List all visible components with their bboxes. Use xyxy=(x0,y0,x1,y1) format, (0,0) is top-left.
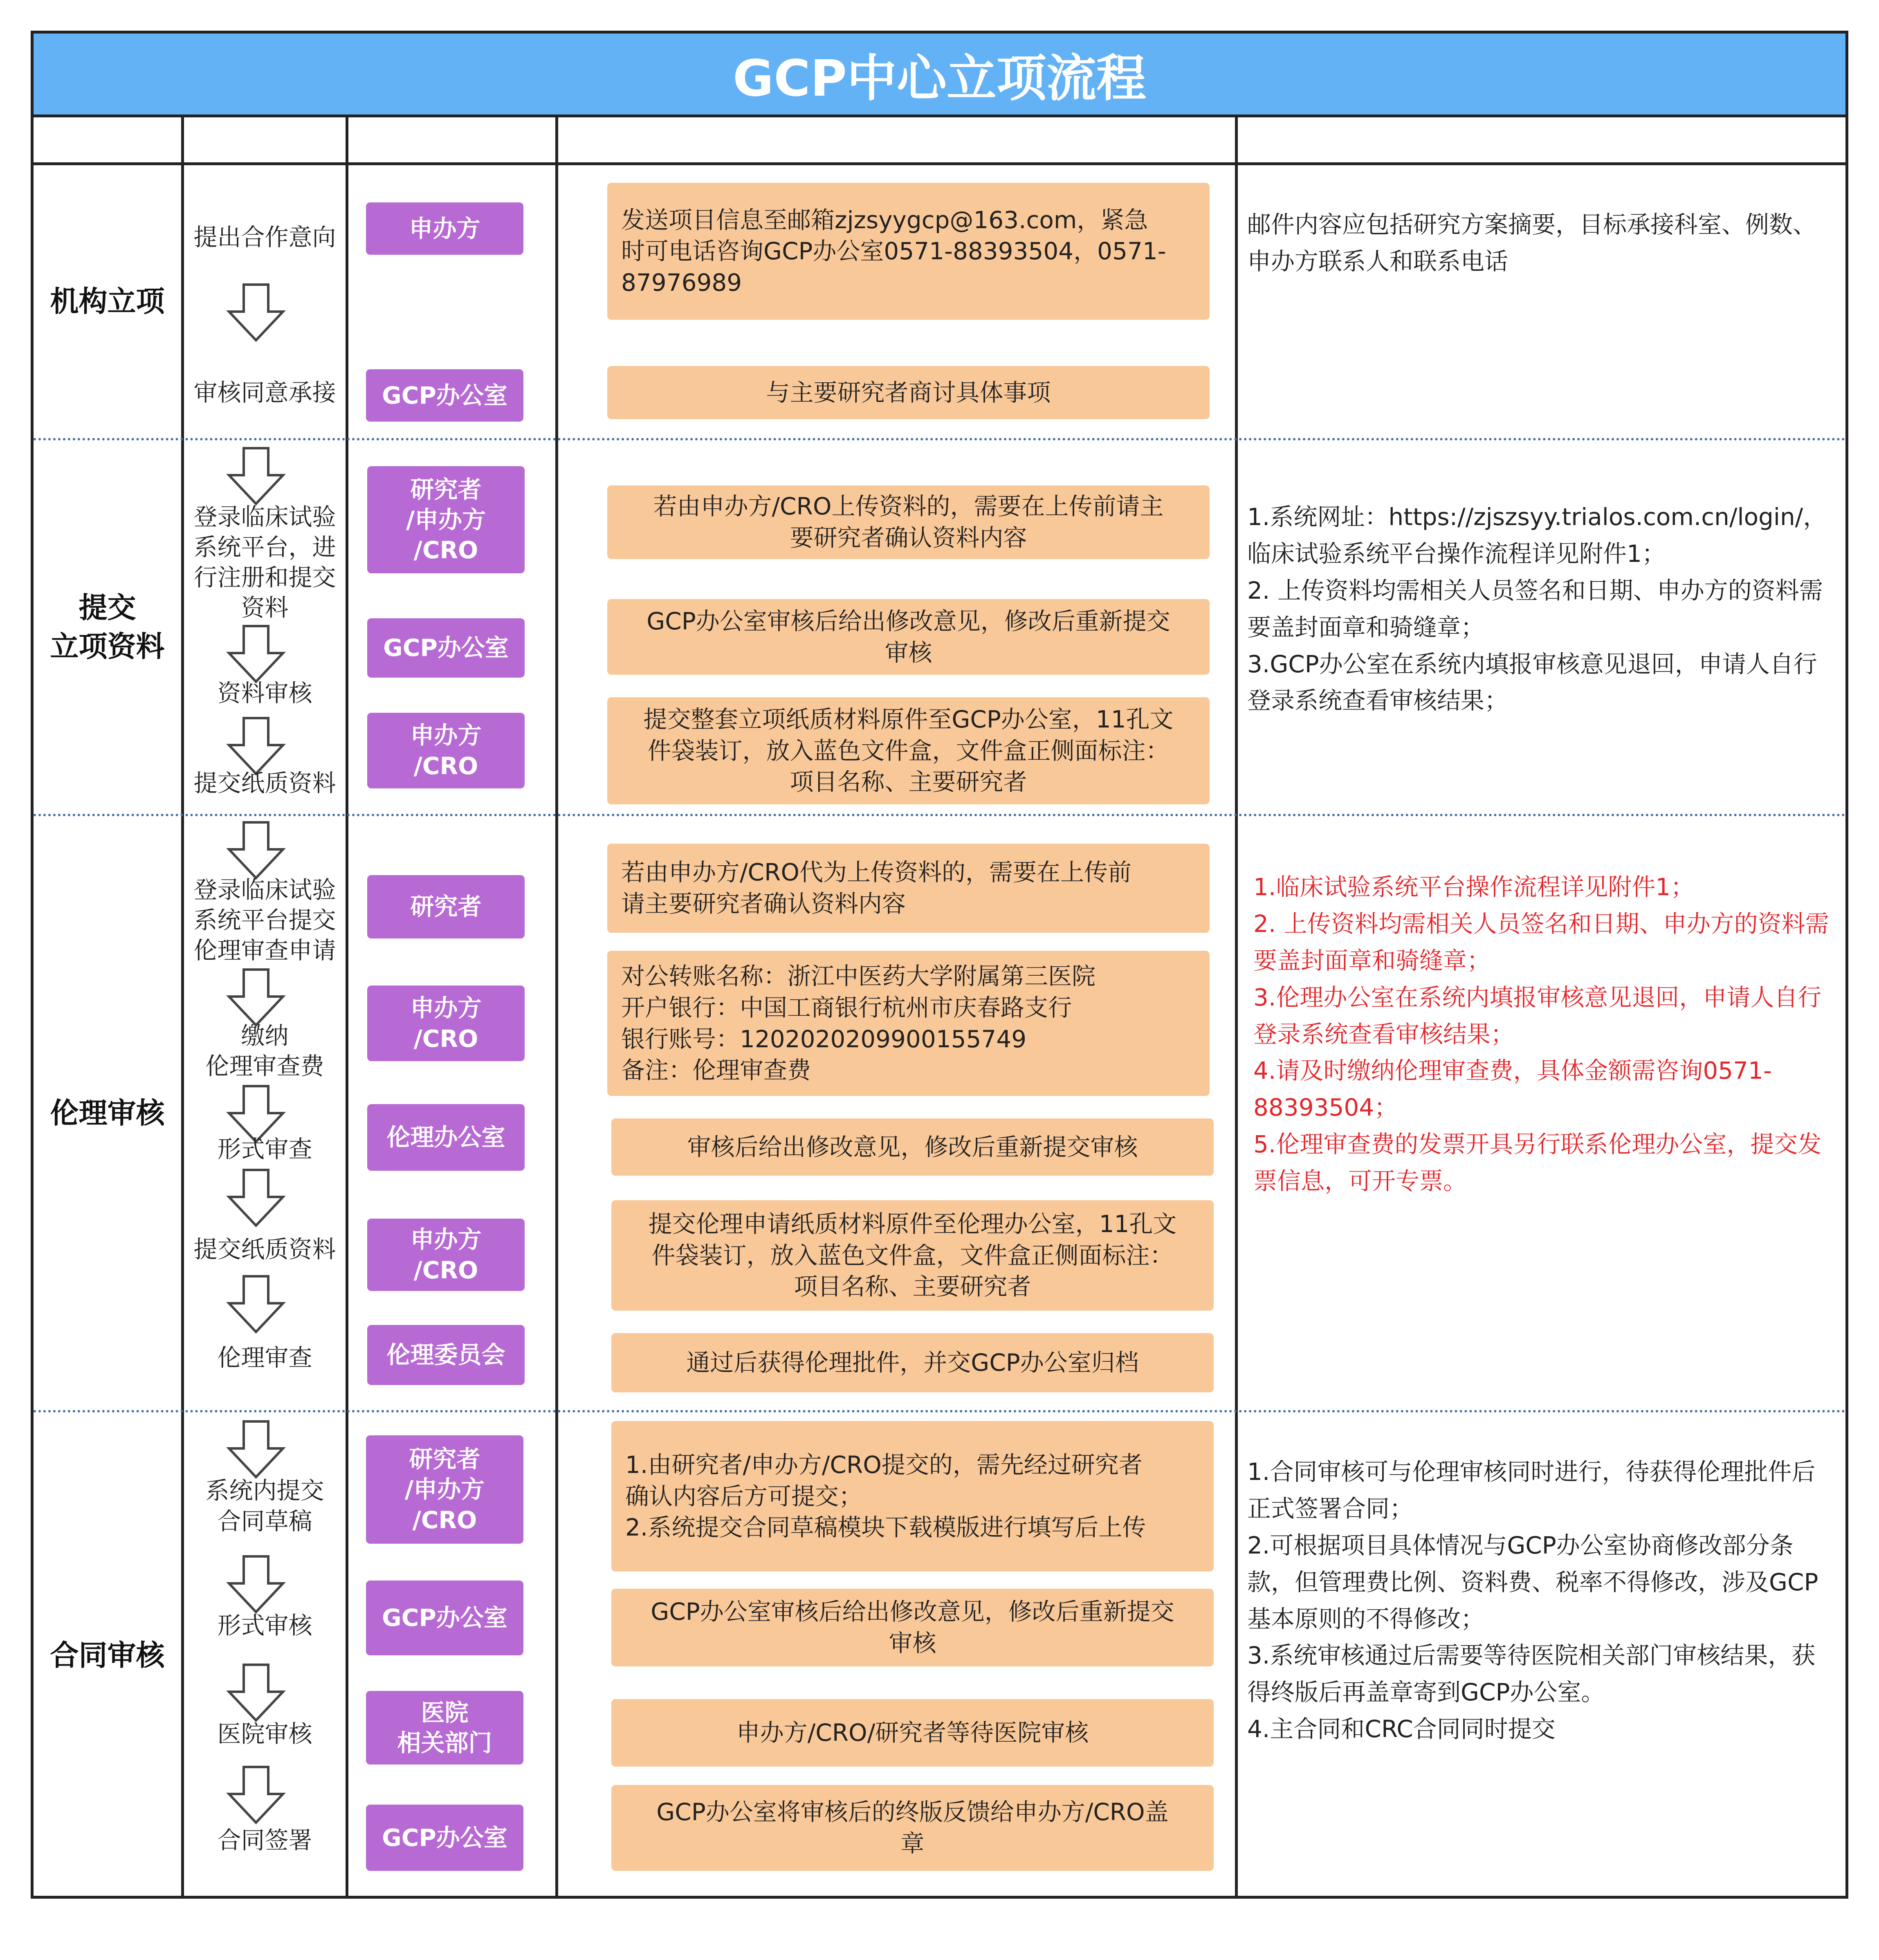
section-note xyxy=(1247,207,1846,280)
step-label xyxy=(184,501,346,624)
section-label-text: 合同审核 xyxy=(50,1639,165,1673)
role-text: GCP办公室 xyxy=(382,381,507,409)
down-arrow-icon xyxy=(226,446,286,506)
step-description xyxy=(607,485,1210,559)
description-text: GCP办公室审核后给出修改意见，修改后重新提交 审核 xyxy=(647,607,1170,667)
section-divider xyxy=(34,438,1846,440)
role-text: GCP办公室 xyxy=(383,634,509,662)
step-description xyxy=(607,183,1210,320)
step-text: 合同签署 xyxy=(217,1826,312,1854)
section-label-submit xyxy=(34,440,181,814)
step-description xyxy=(607,697,1210,804)
description-text: 若由申办方/CRO代为上传资料的，需要在上传前 请主要研究者确认资料内容 xyxy=(621,858,1131,918)
step-text: 医院审核 xyxy=(217,1720,312,1748)
description-text: 提交整套立项纸质材料原件至GCP办公室，11孔文 件袋装订，放入蓝色文件盒，文件盒正侧面标注： 项目名称、主要研究者 xyxy=(643,705,1174,796)
note-text: 邮件内容应包括研究方案摘要，目标承接科室、例数、 申办方联系人和联系电话 xyxy=(1247,211,1817,275)
role-badge xyxy=(366,1805,523,1871)
step-text: 形式审查 xyxy=(217,1135,312,1163)
step-text: 伦理审查 xyxy=(217,1343,312,1372)
step-text: 提交纸质资料 xyxy=(193,769,336,797)
section-label-institution xyxy=(34,165,181,438)
step-description xyxy=(611,1589,1214,1666)
description-text: GCP办公室将审核后的终版反馈给申办方/CRO盖 章 xyxy=(656,1798,1169,1857)
step-label xyxy=(184,1018,346,1084)
down-arrow-icon xyxy=(226,1765,286,1825)
role-text: 医院 相关部门 xyxy=(397,1698,492,1757)
note-text: 1.系统网址：https://zjszsyy.trialos.com.cn/login/， 临床试验系统平台操作流程详见附件1； 2. 上传资料均需相关人员签名和日期、申办方的资料需 要盖封面章和骑缝章； 3.GCP办公室在系统内填报审核意见退回，申请人自行 登录系统查看审核结果； xyxy=(1247,503,1827,715)
role-badge xyxy=(367,1104,525,1171)
step-label xyxy=(184,1609,346,1642)
page-title: GCP中心立项流程 xyxy=(732,49,1147,108)
step-text: 形式审核 xyxy=(217,1611,312,1639)
step-label xyxy=(184,1341,346,1374)
step-description xyxy=(607,951,1210,1096)
role-badge xyxy=(367,986,525,1061)
step-label xyxy=(184,1718,346,1750)
down-arrow-icon xyxy=(226,1662,286,1723)
role-badge xyxy=(367,713,525,788)
note-text: 1.临床试验系统平台操作流程详见附件1； 2. 上传资料均需相关人员签名和日期、申办方的资料需 要盖封面章和骑缝章； 3.伦理办公室在系统内填报审核意见退回，申请人自行 登录系统查看审核结果； 4.请及时缴纳伦理审查费，具体金额需咨询0571- 88393504； 5.伦理审查费的发票开具另行联系伦理办公室，提交发 票信息，可开专票。 xyxy=(1253,873,1829,1195)
column-divider xyxy=(181,117,184,1899)
role-badge xyxy=(367,618,525,678)
step-description xyxy=(611,1333,1214,1392)
step-label xyxy=(184,1233,346,1266)
step-label xyxy=(184,368,346,417)
role-text: 申办方 /CRO xyxy=(410,994,482,1053)
header-divider xyxy=(31,162,1848,165)
step-label xyxy=(184,213,346,262)
section-label-contract xyxy=(34,1412,181,1899)
column-divider xyxy=(555,117,558,1899)
description-text: 通过后获得伦理批件，并交GCP办公室归档 xyxy=(686,1349,1139,1377)
section-note xyxy=(1253,869,1846,1200)
title-bar xyxy=(31,31,1848,117)
section-label-ethics xyxy=(34,816,181,1410)
step-text: 缴纳 伦理审查费 xyxy=(205,1022,324,1080)
down-arrow-icon xyxy=(226,1419,286,1480)
description-text: 申办方/CRO/研究者等待医院审核 xyxy=(736,1719,1089,1747)
step-label xyxy=(184,1824,346,1857)
step-description xyxy=(611,1699,1214,1767)
down-arrow-icon xyxy=(226,282,286,343)
step-text: 审核同意承接 xyxy=(193,378,336,406)
section-note xyxy=(1247,499,1846,719)
column-divider xyxy=(346,117,348,1899)
role-badge xyxy=(367,875,525,938)
description-text: 1.由研究者/申办方/CRO提交的，需先经过研究者 确认内容后方可提交； 2.系统提交合同草稿模块下载模版进行填写后上传 xyxy=(625,1451,1146,1542)
step-description xyxy=(611,1118,1214,1176)
role-badge xyxy=(367,466,525,573)
role-badge xyxy=(367,1219,525,1291)
step-label xyxy=(184,1474,346,1538)
role-badge xyxy=(366,1435,523,1544)
role-text: GCP办公室 xyxy=(382,1823,507,1852)
role-text: 申办方 xyxy=(409,214,480,242)
section-label-text: 提交 立项资料 xyxy=(50,591,165,663)
down-arrow-icon xyxy=(226,1554,286,1614)
step-description xyxy=(607,599,1210,675)
step-description xyxy=(607,366,1210,419)
description-text: 若由申办方/CRO上传资料的，需要在上传前请主 要研究者确认资料内容 xyxy=(653,492,1164,552)
section-divider xyxy=(34,1410,1846,1412)
role-text: 研究者 /申办方 /CRO xyxy=(404,1445,485,1534)
note-text: 1.合同审核可与伦理审核同时进行，待获得伦理批件后 正式签署合同； 2.可根据项目具体情况与GCP办公室协商修改部分条 款，但管理费比例、资料费、税率不得修改，涉及GCP 基本原则的不得修改； 3.系统审核通过后需要等待医院相关部门审核结果，获 得终版后再盖章寄到GCP办公室。 4.主合同和CRC合同同时提交 xyxy=(1247,1458,1818,1743)
section-label-text: 伦理审核 xyxy=(50,1096,165,1130)
description-text: GCP办公室审核后给出修改意见，修改后重新提交 审核 xyxy=(651,1598,1174,1657)
step-text: 登录临床试验 系统平台提交 伦理审查申请 xyxy=(193,876,336,965)
role-text: 申办方 /CRO xyxy=(410,1226,482,1284)
step-text: 系统内提交 合同草稿 xyxy=(205,1477,324,1535)
step-label xyxy=(184,1133,346,1165)
down-arrow-icon xyxy=(226,1274,286,1334)
role-badge xyxy=(367,1325,525,1385)
step-label xyxy=(184,875,346,965)
step-text: 提交纸质资料 xyxy=(193,1235,336,1263)
role-text: 研究者 xyxy=(410,893,482,921)
step-text: 提出合作意向 xyxy=(193,223,336,251)
step-text: 资料审核 xyxy=(217,679,312,707)
role-badge xyxy=(366,369,523,422)
down-arrow-icon xyxy=(226,1167,286,1228)
role-badge xyxy=(366,1581,523,1655)
description-text: 发送项目信息至邮箱zjzsyygcp@163.com，紧急 时可电话咨询GCP办公室0571-88393504，0571- 87976989 xyxy=(621,206,1166,296)
description-text: 对公转账名称：浙江中医药大学附属第三医院 开户银行：中国工商银行杭州市庆春路支行 银行账号：1202020209900155749 备注：伦理审查费 xyxy=(621,962,1096,1084)
down-arrow-icon xyxy=(226,820,286,880)
step-label xyxy=(184,765,346,802)
section-label-text: 机构立项 xyxy=(50,285,165,319)
role-badge xyxy=(366,1691,523,1765)
column-divider xyxy=(1235,117,1238,1899)
section-note xyxy=(1247,1454,1846,1748)
description-text: 与主要研究者商讨具体事项 xyxy=(766,378,1051,406)
description-text: 提交伦理申请纸质材料原件至伦理办公室，11孔文 件袋装订，放入蓝色文件盒，文件盒正侧面标注： 项目名称、主要研究者 xyxy=(648,1210,1177,1301)
step-description xyxy=(611,1200,1214,1311)
role-text: 研究者 /申办方 /CRO xyxy=(406,475,486,564)
step-text: 登录临床试验 系统平台，进 行注册和提交 资料 xyxy=(193,503,336,622)
role-text: 申办方 /CRO xyxy=(410,721,482,780)
role-text: GCP办公室 xyxy=(382,1604,507,1632)
step-description xyxy=(611,1421,1214,1572)
description-text: 审核后给出修改意见，修改后重新提交审核 xyxy=(687,1133,1138,1161)
step-description xyxy=(607,844,1210,933)
step-description xyxy=(611,1785,1214,1871)
role-text: 伦理办公室 xyxy=(386,1123,505,1152)
role-badge xyxy=(366,202,523,255)
step-label xyxy=(184,675,346,712)
section-divider xyxy=(34,814,1846,816)
role-text: 伦理委员会 xyxy=(386,1341,505,1369)
